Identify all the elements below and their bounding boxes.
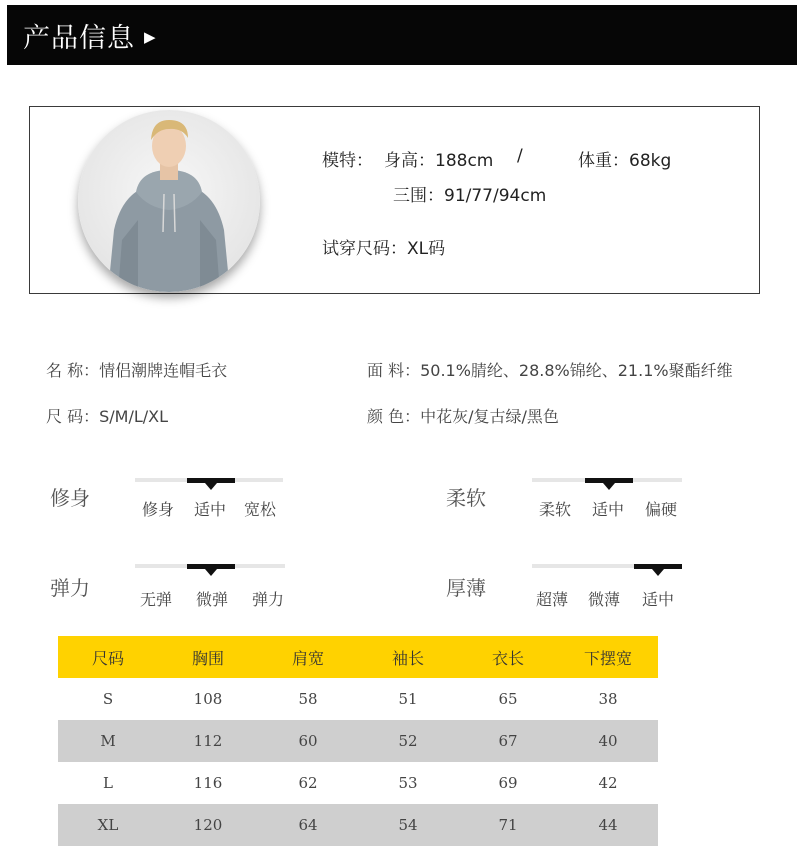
column-header: 衣长 [491, 648, 524, 668]
table-cell: 42 [598, 774, 618, 792]
product-color: 颜 色：中花灰/复古绿/黑色 [367, 407, 559, 426]
scale-thickness-option: 微薄 [588, 590, 621, 609]
table-cell: 44 [598, 816, 618, 834]
table-cell: S [102, 690, 114, 708]
table-cell: 65 [498, 690, 518, 708]
scale-thickness-pointer-icon [652, 569, 664, 576]
table-row [58, 678, 658, 720]
table-cell: 71 [498, 816, 518, 834]
scale-fit-pointer-icon [205, 483, 217, 490]
table-cell: 40 [598, 732, 618, 750]
column-header: 尺码 [91, 648, 124, 668]
scale-thickness-option: 适中 [642, 590, 675, 609]
scale-softness-option: 适中 [592, 500, 625, 519]
model-photo-illustration [78, 110, 260, 292]
table-cell: 67 [498, 732, 518, 750]
model-separator: / [517, 146, 523, 166]
column-header: 袖长 [391, 648, 424, 668]
section-title: 产品信息 [23, 22, 135, 54]
table-cell: 60 [298, 732, 318, 750]
arrow-right-icon: ▶ [144, 27, 156, 46]
model-label: 模特： [322, 151, 373, 171]
size-chart-table [58, 636, 658, 846]
product-name: 名 称：情侣潮牌连帽毛衣 [46, 361, 228, 380]
scale-elasticity-option: 弹力 [252, 590, 285, 609]
scale-softness-pointer-icon [603, 483, 615, 490]
table-cell: 108 [193, 690, 223, 708]
model-height: 身高：188cm [384, 151, 494, 171]
model-tried-size: 试穿尺码：XL码 [322, 239, 446, 259]
table-cell: 58 [298, 690, 318, 708]
scale-thickness-title: 厚薄 [446, 576, 486, 600]
scale-fit-title: 修身 [50, 486, 90, 510]
section-header [7, 5, 797, 65]
scale-elasticity-option: 微弹 [196, 590, 229, 609]
table-cell: 64 [298, 816, 318, 834]
table-cell: L [103, 774, 113, 792]
scale-softness-option: 柔软 [539, 500, 572, 519]
scale-elasticity-title: 弹力 [50, 576, 90, 600]
table-cell: 52 [398, 732, 418, 750]
table-cell: 54 [398, 816, 418, 834]
table-row [58, 804, 658, 846]
product-fabric: 面 料：50.1%腈纶、28.8%锦纶、21.1%聚酯纤维 [367, 361, 733, 380]
model-photo [78, 110, 260, 292]
table-cell: 51 [398, 690, 418, 708]
scale-fit-option: 宽松 [244, 500, 277, 519]
scale-elasticity-option: 无弹 [140, 590, 173, 609]
table-cell: 69 [498, 774, 518, 792]
scale-softness-title: 柔软 [446, 486, 486, 510]
table-cell: 116 [193, 774, 223, 792]
scale-fit-option: 适中 [194, 500, 227, 519]
model-measurements: 三围：91/77/94cm [393, 186, 547, 206]
table-row [58, 720, 658, 762]
model-weight: 体重：68kg [578, 151, 672, 171]
table-cell: 112 [193, 732, 223, 750]
table-cell: 62 [298, 774, 318, 792]
column-header: 下摆宽 [583, 648, 632, 668]
column-header: 胸围 [191, 648, 224, 668]
scale-thickness-option: 超薄 [536, 590, 569, 609]
column-header: 肩宽 [291, 648, 324, 668]
table-cell: 38 [598, 690, 618, 708]
scale-softness-option: 偏硬 [645, 500, 678, 519]
table-cell: M [100, 732, 116, 750]
table-header-row [58, 636, 658, 678]
table-cell: XL [97, 816, 119, 834]
table-row [58, 762, 658, 804]
scale-elasticity-pointer-icon [205, 569, 217, 576]
scale-fit-option: 修身 [142, 500, 175, 519]
product-size: 尺 码：S/M/L/XL [46, 407, 169, 426]
table-cell: 120 [193, 816, 223, 834]
table-cell: 53 [398, 774, 418, 792]
